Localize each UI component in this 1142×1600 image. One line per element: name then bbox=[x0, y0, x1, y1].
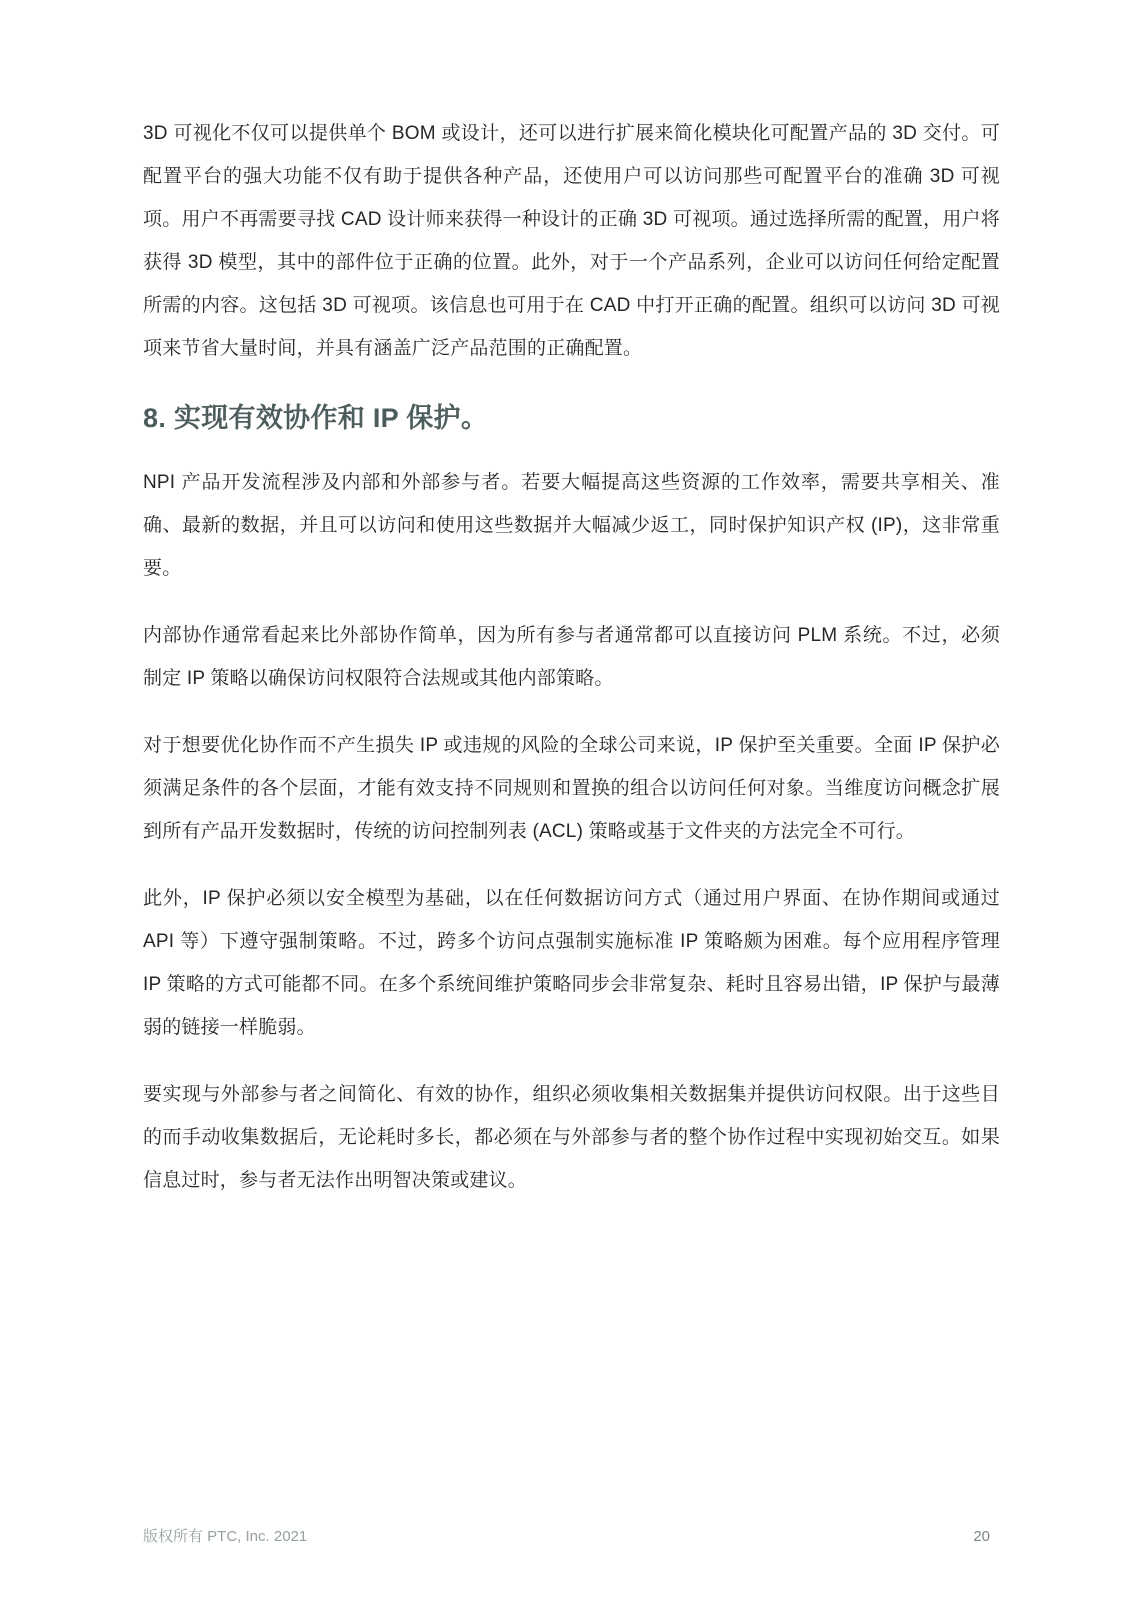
section-paragraph-4: 此外，IP 保护必须以安全模型为基础，以在任何数据访问方式（通过用户界面、在协作期间或通过 API 等）下遵守强制策略。不过，跨多个访问点强制实施标准 IP 策略颇为困难。每个应用程序管理 IP 策略的方式可能都不同。在多个系统间维护策略同步会非常复杂、耗时且容易出错，IP 保护与最薄弱的链接一样脆弱。 bbox=[143, 888, 1000, 1038]
section-paragraph-1: NPI 产品开发流程涉及内部和外部参与者。若要大幅提高这些资源的工作效率，需要共享相关、准确、最新的数据，并且可以访问和使用这些数据并大幅减少返工，同时保护知识产权 (IP)，这非常重要。 bbox=[143, 472, 1000, 579]
section-paragraph-5: 要实现与外部参与者之间简化、有效的协作，组织必须收集相关数据集并提供访问权限。出于这些目的而手动收集数据后，无论耗时多长，都必须在与外部参与者的整个协作过程中实现初始交互。如果信息过时，参与者无法作出明智决策或建议。 bbox=[143, 1084, 1000, 1191]
content-area bbox=[143, 112, 1000, 1202]
copyright-text: 版权所有 PTC, Inc. 2021 bbox=[143, 1528, 308, 1545]
page-footer bbox=[143, 1527, 990, 1547]
section-heading: 8. 实现有效协作和 IP 保护。 bbox=[143, 403, 489, 433]
section-paragraph-3: 对于想要优化协作而不产生损失 IP 或违规的风险的全球公司来说，IP 保护至关重要。全面 IP 保护必须满足条件的各个层面，才能有效支持不同规则和置换的组合以访问任何对象。当维度访问概念扩展到所有产品开发数据时，传统的访问控制列表 (ACL) 策略或基于文件夹的方法完全不可行。 bbox=[143, 735, 1000, 842]
section-paragraph-2: 内部协作通常看起来比外部协作简单，因为所有参与者通常都可以直接访问 PLM 系统。不过，必须制定 IP 策略以确保访问权限符合法规或其他内部策略。 bbox=[143, 625, 1000, 689]
page-number: 20 bbox=[973, 1528, 990, 1545]
intro-paragraph: 3D 可视化不仅可以提供单个 BOM 或设计，还可以进行扩展来简化模块化可配置产品的 3D 交付。可配置平台的强大功能不仅有助于提供各种产品，还使用户可以访问那些可配置平台的准确 3D 可视项。用户不再需要寻找 CAD 设计师来获得一种设计的正确 3D 可视项。通过选择所需的配置，用户将获得 3D 模型，其中的部件位于正确的位置。此外，对于一个产品系列，企业可以访问任何给定配置所需的内容。这包括 3D 可视项。该信息也可用于在 CAD 中打开正确的配置。组织可以访问 3D 可视项来节省大量时间，并具有涵盖广泛产品范围的正确配置。 bbox=[143, 123, 1000, 359]
